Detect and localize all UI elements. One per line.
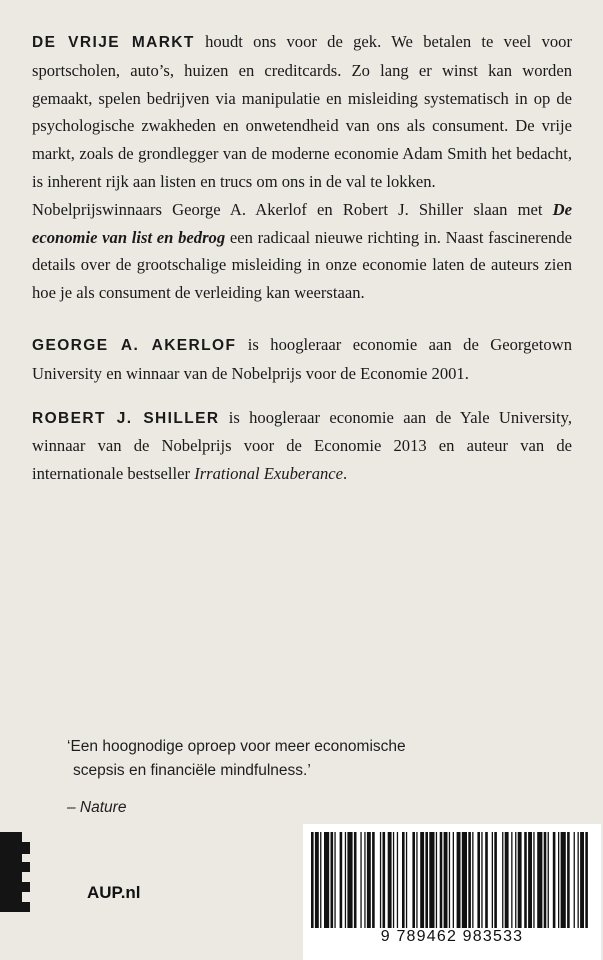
barcode-bar <box>481 832 482 928</box>
quote-line: scepsis en financiële mindfulness.’ <box>73 762 311 779</box>
intro-post: een radicaal nieuwe richting in. Naast fascinerende details over de grootschalige misleiding in onze economie laten de auteurs zien hoe je als consument de verleiding kan weerstaan. <box>32 227 573 303</box>
barcode-bar <box>528 832 532 928</box>
barcode-bar <box>412 832 415 928</box>
barcode <box>303 824 601 960</box>
barcode-bar <box>580 832 584 928</box>
barcode-bar <box>354 832 357 928</box>
barcode-bar <box>524 832 527 928</box>
barcode-bar <box>340 832 343 928</box>
barcode-bar <box>462 832 467 928</box>
author-name: ROBERT J. SHILLER <box>32 409 220 427</box>
quote-source: – Nature <box>67 799 127 816</box>
barcode-bar <box>334 832 335 928</box>
publisher-logo-icon <box>0 832 30 912</box>
barcode-bar <box>440 832 443 928</box>
barcode-bar <box>553 832 556 928</box>
barcode-bar <box>558 832 559 928</box>
barcode-bar <box>457 832 461 928</box>
barcode-bar <box>585 832 588 928</box>
barcode-bar <box>331 832 334 928</box>
barcode-bar <box>574 832 575 928</box>
summary-paragraph <box>32 28 572 196</box>
barcode-bar <box>425 832 428 928</box>
barcode-bar <box>492 832 493 928</box>
barcode-bar <box>468 832 471 928</box>
barcode-bar <box>406 832 407 928</box>
author-bio-end: . <box>343 464 348 484</box>
barcode-bars <box>311 832 593 928</box>
barcode-bar <box>444 832 448 928</box>
author-bio-shiller <box>32 404 572 488</box>
author-bio-text: is hoogleraar economie aan de Yale University, winnaar van de Nobelprijs voor de Economie 2013 en auteur van de internationale bestseller <box>32 407 572 484</box>
barcode-bar <box>360 832 361 928</box>
barcode-bar <box>345 832 346 928</box>
author-name: GEORGE A. AKERLOF <box>32 336 237 354</box>
barcode-bar <box>380 832 381 928</box>
barcode-bar <box>393 832 394 928</box>
barcode-bar <box>561 832 566 928</box>
barcode-bar <box>388 832 392 928</box>
isbn-number: 9 789462 983533 <box>380 928 524 945</box>
lead-caps: DE VRIJE MARKT <box>32 34 195 51</box>
barcode-bar <box>472 832 473 928</box>
barcode-bar <box>420 832 424 928</box>
barcode-bar <box>315 832 319 928</box>
barcode-bar <box>311 832 314 928</box>
summary-text: houdt ons voor de gek. We betalen te veel voor sportscholen, auto’s, huizen en creditcards. Zo lang er winst kan worden gemaakt, spelen bedrijven via manipulatie en misleiding systematisch in op de psychologische zwakheden en onwetendheid van ons als consument. De vrije markt, zoals de grondlegger van de moderne economie Adam Smith het bedacht, is inherent rijk aan listen en trucs om ons in de val te lokken. <box>32 32 572 191</box>
back-cover-blurb <box>32 28 572 488</box>
barcode-bar <box>537 832 542 928</box>
book-title: De economie van list en bedrog <box>32 199 572 247</box>
barcode-bar <box>502 832 503 928</box>
author-bio-text: is hoogleraar economie aan de Georgetown University en winnaar van de Nobelprijs voor de Economie 2001. <box>32 334 572 383</box>
barcode-bar <box>518 832 522 928</box>
publisher-website[interactable]: AUP.nl <box>87 883 141 902</box>
barcode-bar <box>367 832 371 928</box>
barcode-bar <box>364 832 365 928</box>
barcode-bar <box>453 832 454 928</box>
barcode-bar <box>494 832 497 928</box>
barcode-bar <box>505 832 509 928</box>
review-quote <box>67 735 507 820</box>
intro-paragraph <box>32 196 572 307</box>
bestseller-title: Irrational Exuberance <box>194 464 344 484</box>
barcode-bar <box>416 832 417 928</box>
barcode-bar <box>485 832 488 928</box>
barcode-bar <box>477 832 480 928</box>
barcode-bar <box>397 832 398 928</box>
barcode-bar <box>567 832 570 928</box>
barcode-bar <box>578 832 579 928</box>
barcode-bar <box>436 832 437 928</box>
barcode-bar <box>511 832 512 928</box>
barcode-bar <box>429 832 434 928</box>
barcode-bar <box>548 832 549 928</box>
barcode-bar <box>402 832 405 928</box>
barcode-bar <box>515 832 516 928</box>
author-bio-akerlof <box>32 331 572 388</box>
barcode-bar <box>320 832 321 928</box>
barcode-bar <box>324 832 329 928</box>
barcode-bar <box>544 832 547 928</box>
barcode-bar <box>347 832 352 928</box>
barcode-bar <box>383 832 386 928</box>
intro-pre: Nobelprijswinnaars George A. Akerlof en Robert J. Shiller slaan met <box>32 199 553 219</box>
barcode-bar <box>533 832 534 928</box>
barcode-bar <box>372 832 375 928</box>
quote-line: ‘Een hoognodige oproep voor meer economische <box>67 738 406 755</box>
barcode-bar <box>449 832 450 928</box>
